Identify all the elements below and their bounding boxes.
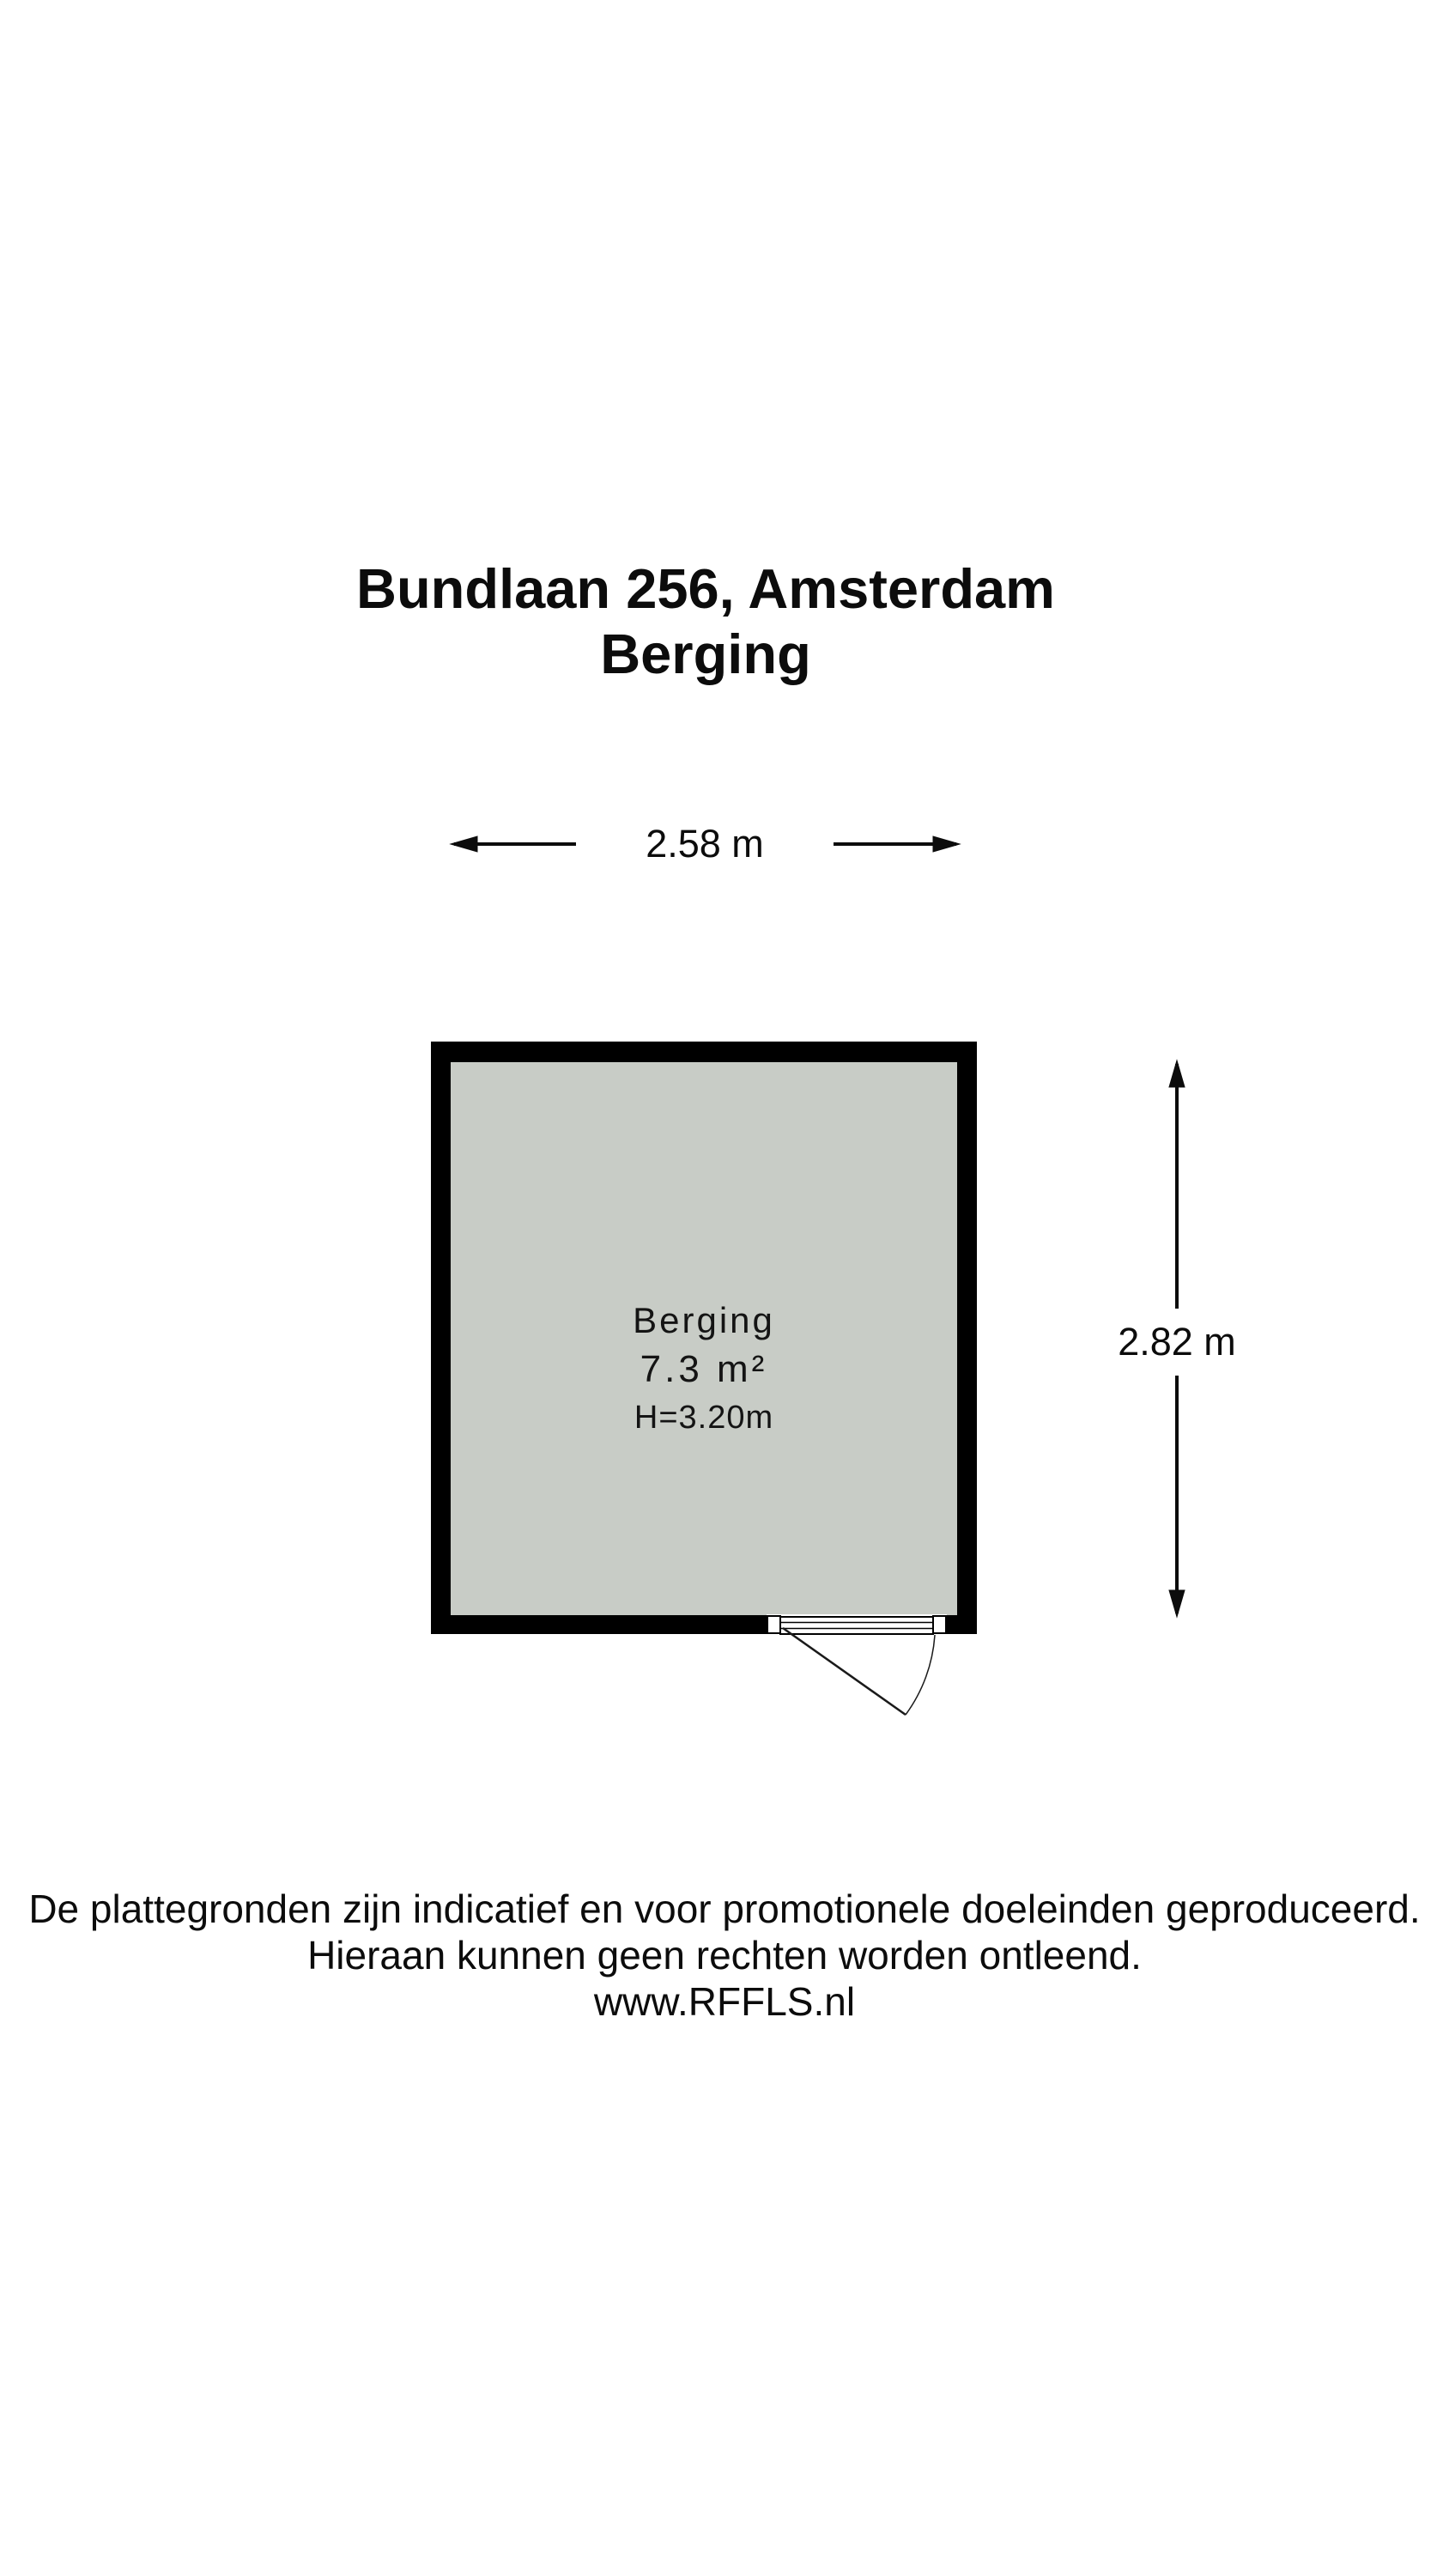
- room-label: [275, 1298, 1133, 1437]
- footer-disclaimer: [0, 1886, 1449, 2025]
- page-title-address: Bundlaan 256, Amsterdam: [356, 557, 1055, 620]
- room-area-label: 7.3 m²: [640, 1348, 768, 1390]
- door-leaf: [783, 1628, 906, 1715]
- page-title-room: Berging: [600, 623, 811, 685]
- disclaimer-line-1: De plattegronden zijn indicatief en voor promotionele doeleinden geproduceerd.: [28, 1886, 1421, 1931]
- door-jamb-left: [767, 1616, 780, 1633]
- room-ceiling-height-label: H=3.20m: [634, 1400, 774, 1436]
- page-title: [276, 556, 1135, 687]
- website-url: www.RFFLS.nl: [593, 1979, 856, 2024]
- disclaimer-line-2: Hieraan kunnen geen rechten worden ontleend.: [307, 1933, 1142, 1978]
- door-panel: [780, 1617, 933, 1634]
- door-swing-arc: [906, 1635, 935, 1715]
- width-dimension-label: 2.58 m: [576, 822, 834, 866]
- door-jamb-right: [933, 1616, 946, 1633]
- room-name-label: Berging: [633, 1300, 775, 1340]
- height-dimension-label: 2.82 m: [1048, 1320, 1306, 1364]
